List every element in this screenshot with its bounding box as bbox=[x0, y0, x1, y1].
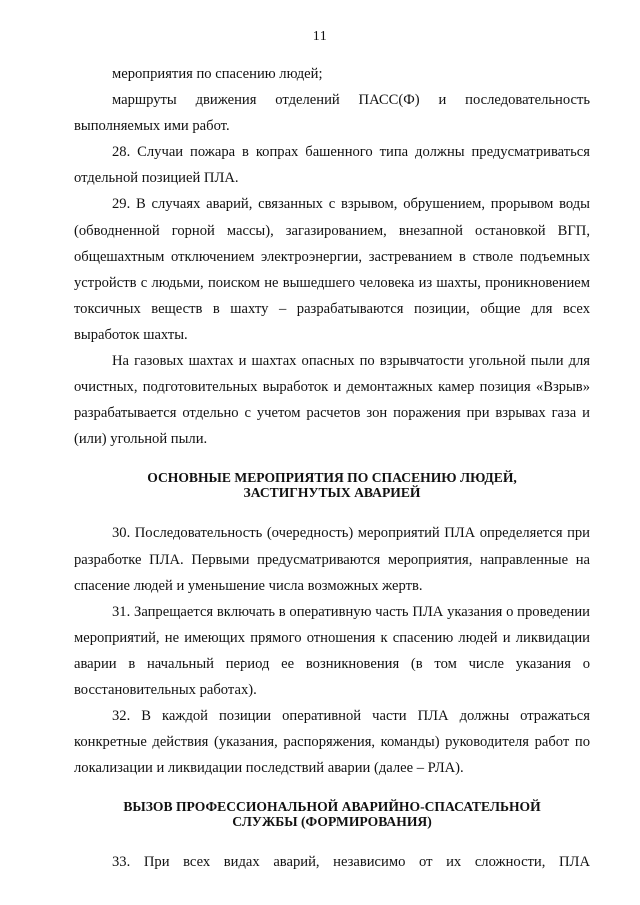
paragraph: 29. В случаях аварий, связанных с взрывом, обрушением, прорывом воды (обводненной горной массы), загазированием, внезапной остановкой ВГП, общешахтным отключением электроэнергии, застреванием в стволе подъемных устройств с людьми, поиском не вышедшего человека из шахты, проникновением токсичных веществ в шахту – разрабатываются позиции, общие для всех выработок шахты. bbox=[74, 196, 590, 343]
section-heading: ВЫЗОВ ПРОФЕССИОНАЛЬНОЙ АВАРИЙНО-СПАСАТЕЛЬНОЙ СЛУЖБЫ (ФОРМИРОВАНИЯ) bbox=[123, 799, 541, 830]
page-number: 11 bbox=[312, 29, 328, 44]
body-text bbox=[74, 61, 590, 875]
paragraph: 30. Последовательность (очередность) мероприятий ПЛА определяется при разработке ПЛА. Первыми предусматриваются мероприятия, направленные на спасение людей и уменьшение числа возможных жертв. bbox=[74, 525, 590, 594]
paragraph: маршруты движения отделений ПАСС(Ф) и последовательность выполняемых ими работ. bbox=[74, 92, 590, 135]
paragraph: мероприятия по спасению людей; bbox=[112, 66, 323, 82]
paragraph: 31. Запрещается включать в оперативную часть ПЛА указания о проведении мероприятий, не имеющих прямого отношения к спасению людей и ликвидации аварии в начальный период ее возникновения (в том числе указания о восстановительных работах). bbox=[74, 603, 590, 698]
paragraph: 28. Случаи пожара в копрах башенного типа должны предусматриваться отдельной позицией ПЛА. bbox=[74, 144, 590, 187]
paragraph: 32. В каждой позиции оперативной части ПЛА должны отражаться конкретные действия (указания, распоряжения, команды) руководителя работ по локализации и ликвидации последствий аварии (далее – РЛА). bbox=[74, 708, 590, 777]
section-heading: ОСНОВНЫЕ МЕРОПРИЯТИЯ ПО СПАСЕНИЮ ЛЮДЕЙ, ЗАСТИГНУТЫХ АВАРИЕЙ bbox=[147, 470, 517, 501]
paragraph: На газовых шахтах и шахтах опасных по взрывчатости угольной пыли для очистных, подготовительных выработок и демонтажных камер позиция «Взрыв» разрабатывается отдельно с учетом расчетов зон поражения при взрывах газа и (или) угольной пыли. bbox=[74, 353, 590, 448]
paragraph: 33. При всех видах аварий, независимо от их сложности, ПЛА bbox=[112, 854, 590, 871]
